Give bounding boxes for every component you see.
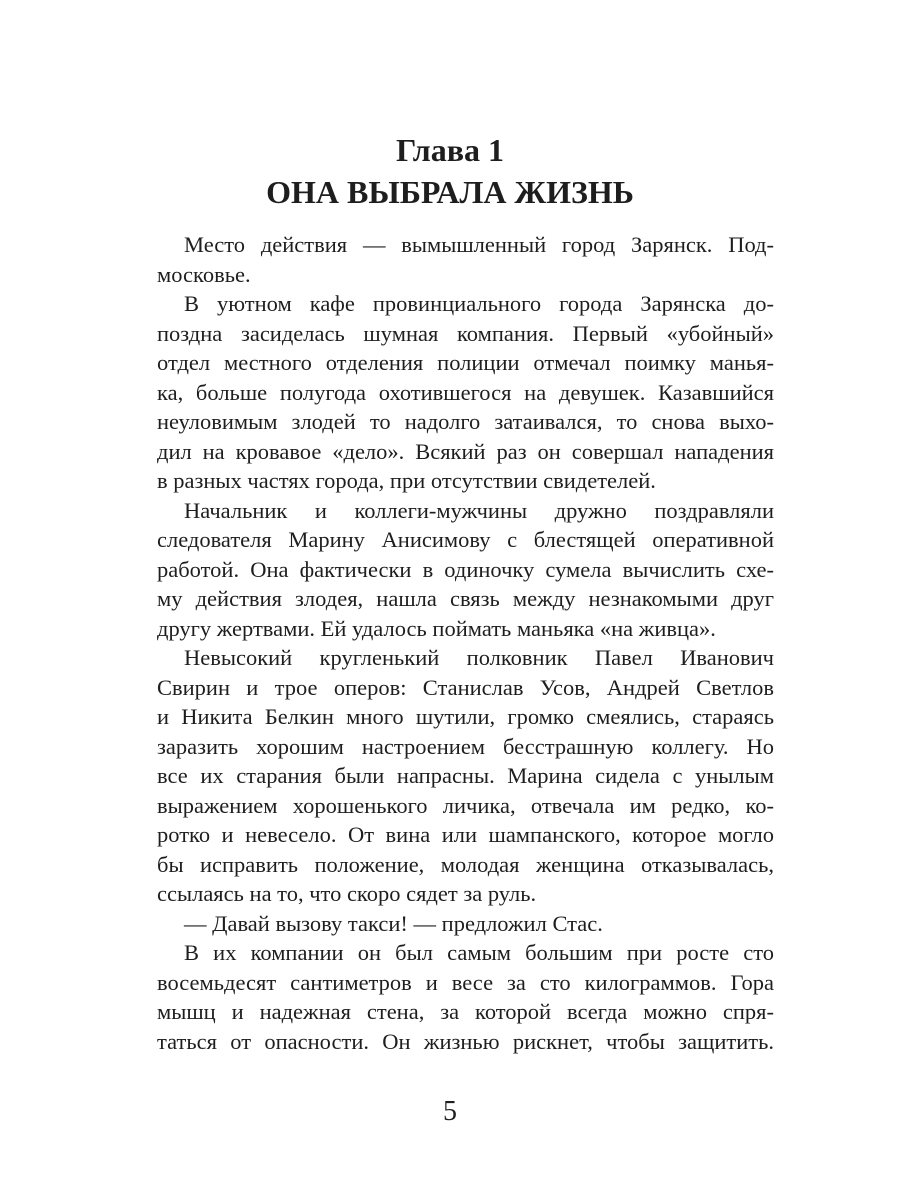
text-line: му действия злодея, нашла связь между незнакомыми друг: [157, 586, 774, 611]
text-line: В их компании он был самым большим при росте сто: [184, 940, 774, 965]
text-line: В уютном кафе провинциального города Зарянска до-: [184, 291, 774, 316]
text-line: все их старания были напрасны. Марина сидела с унылым: [157, 763, 774, 788]
text-line: московье.: [157, 261, 251, 287]
text-line: другу жертвами. Ей удалось поймать маньяка «на живца».: [157, 615, 716, 641]
text-line: Свирин и трое оперов: Станислав Усов, Андрей Светлов: [157, 674, 774, 700]
text-line: заразить хорошим настроением бесстрашную коллегу. Но: [157, 733, 774, 759]
page-number: 5: [443, 1096, 457, 1127]
text-line: поздна засиделась шумная компания. Первый «убойный»: [157, 320, 774, 346]
text-line: в разных частях города, при отсутствии свидетелей.: [157, 468, 656, 493]
text-line: следователя Марину Анисимову с блестящей оперативной: [157, 527, 774, 552]
text-line: — Давай вызову такси! — предложил Стас.: [184, 910, 603, 936]
text-line: выражением хорошенького личика, отвечала им редко, ко-: [157, 792, 774, 818]
text-line: Начальник и коллеги-мужчины дружно поздравляли: [184, 497, 774, 523]
text-line: и Никита Белкин много шутили, громко смеялись, стараясь: [157, 704, 774, 729]
text-line: таться от опасности. Он жизнью рискнет, чтобы защитить.: [157, 1028, 774, 1054]
text-line: бы исправить положение, молодая женщина отказывалась,: [157, 851, 774, 877]
chapter-title: ОНА ВЫБРАЛА ЖИЗНЬ: [266, 174, 634, 210]
text-line: восемьдесят сантиметров и весе за сто килограммов. Гора: [157, 969, 774, 995]
text-line: Место действия — вымышленный город Зарянск. Под-: [184, 232, 774, 257]
chapter-body-text: [157, 230, 774, 1056]
text-line: мышц и надежная стена, за которой всегда можно спря-: [157, 999, 774, 1024]
text-line: работой. Она фактически в одиночку сумела вычислить схе-: [157, 556, 774, 582]
text-line: ротко и невесело. От вина или шампанского, которое могло: [157, 822, 774, 847]
text-line: ка, больше полугода охотившегося на девушек. Казавшийся: [157, 379, 774, 405]
text-line: отдел местного отделения полиции отмечал поимку манья-: [157, 350, 774, 375]
text-line: Невысокий кругленький полковник Павел Иванович: [184, 645, 774, 670]
text-line: ссылаясь на то, что скоро сядет за руль.: [157, 881, 537, 906]
text-line: дил на кровавое «дело». Всякий раз он совершал нападения: [157, 438, 774, 464]
text-line: неуловимым злодей то надолго затаивался, то снова выхо-: [157, 409, 774, 434]
chapter-number: Глава 1: [396, 132, 504, 168]
